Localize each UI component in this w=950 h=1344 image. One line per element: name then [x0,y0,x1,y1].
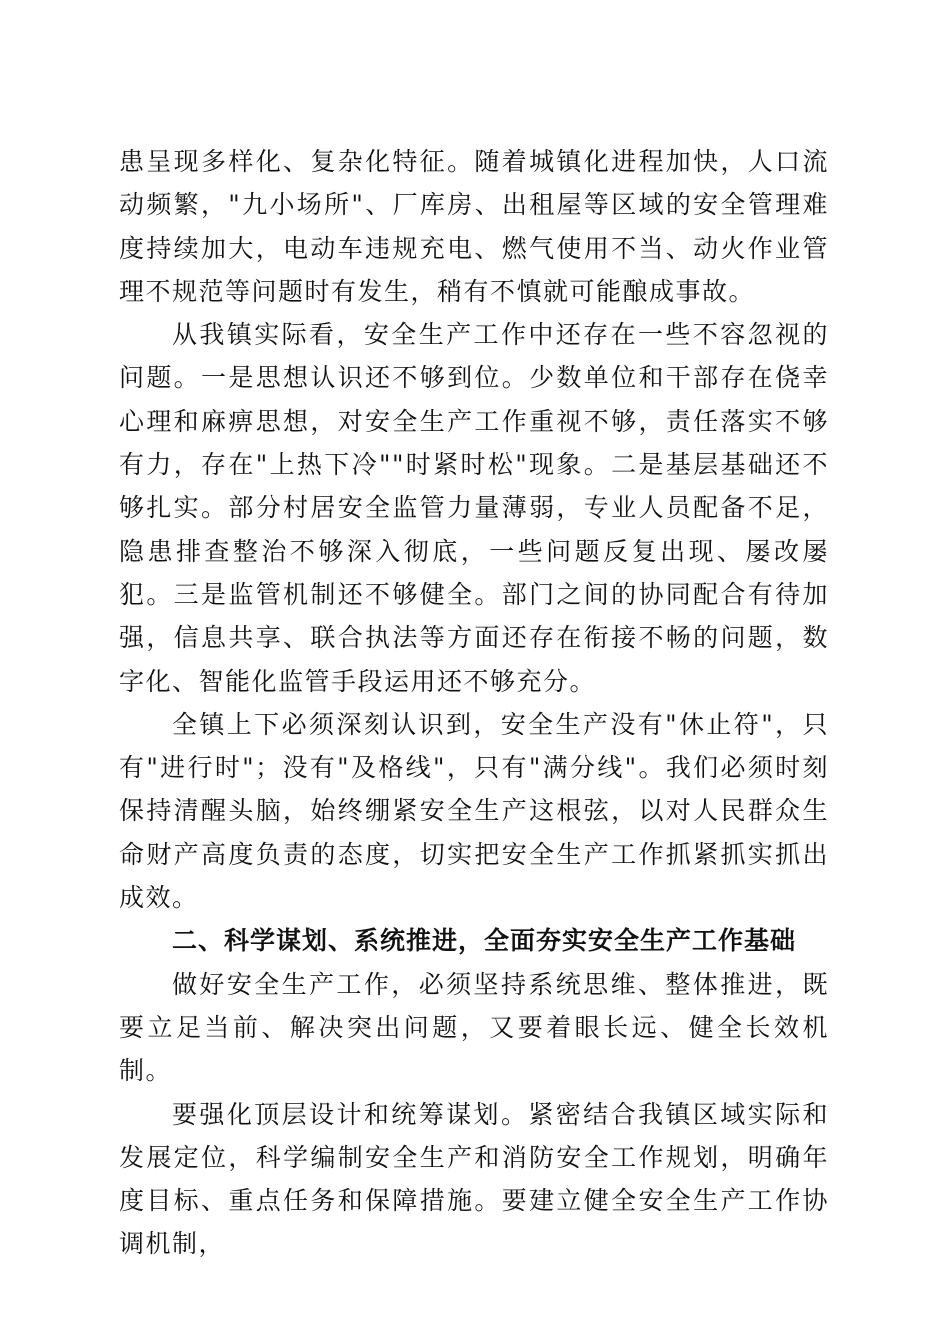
paragraph-awareness: 全镇上下必须深刻认识到，安全生产没有"休止符"，只有"进行时"；没有"及格线"，只有"满分线"。我们必须时刻保持清醒头脑，始终绷紧安全生产这根弦，以对人民群众生命财产高度负责的态度，切实把安全生产工作抓紧抓实抓出成效。 [119,709,829,913]
document-body [119,140,829,1266]
paragraph-systematic: 做好安全生产工作，必须坚持系统思维、整体推进，既要立足当前、解决突出问题，又要着眼长远、健全长效机制。 [119,969,829,1086]
section-heading: 二、科学谋划、系统推进，全面夯实安全生产工作基础 [172,926,797,956]
paragraph-top-level-design: 要强化顶层设计和统筹谋划。紧密结合我镇区域实际和发展定位，科学编制安全生产和消防安全工作规划，明确年度目标、重点任务和保障措施。要建立健全安全生产工作协调机制， [119,1099,829,1259]
paragraph-problems: 从我镇实际看，安全生产工作中还存在一些不容忽视的问题。一是思想认识还不够到位。少数单位和干部存在侥幸心理和麻痹思想，对安全生产工作重视不够，责任落实不够有力，存在"上热下冷""时紧时松"现象。二是基层基础还不够扎实。部分村居安全监管力量薄弱，专业人员配备不足，隐患排查整治不够深入彻底，一些问题反复出现、屡改屡犯。三是监管机制还不够健全。部门之间的协同配合有待加强，信息共享、联合执法等方面还存在衔接不畅的问题，数字化、智能化监管手段运用还不够充分。 [119,320,829,696]
paragraph-continuation: 患呈现多样化、复杂化特征。随着城镇化进程加快，人口流动频繁，"九小场所"、厂库房、出租屋等区域的安全管理难度持续加大，电动车违规充电、燃气使用不当、动火作业管理不规范等问题时有发生，稍有不慎就可能酿成事故。 [119,147,829,306]
